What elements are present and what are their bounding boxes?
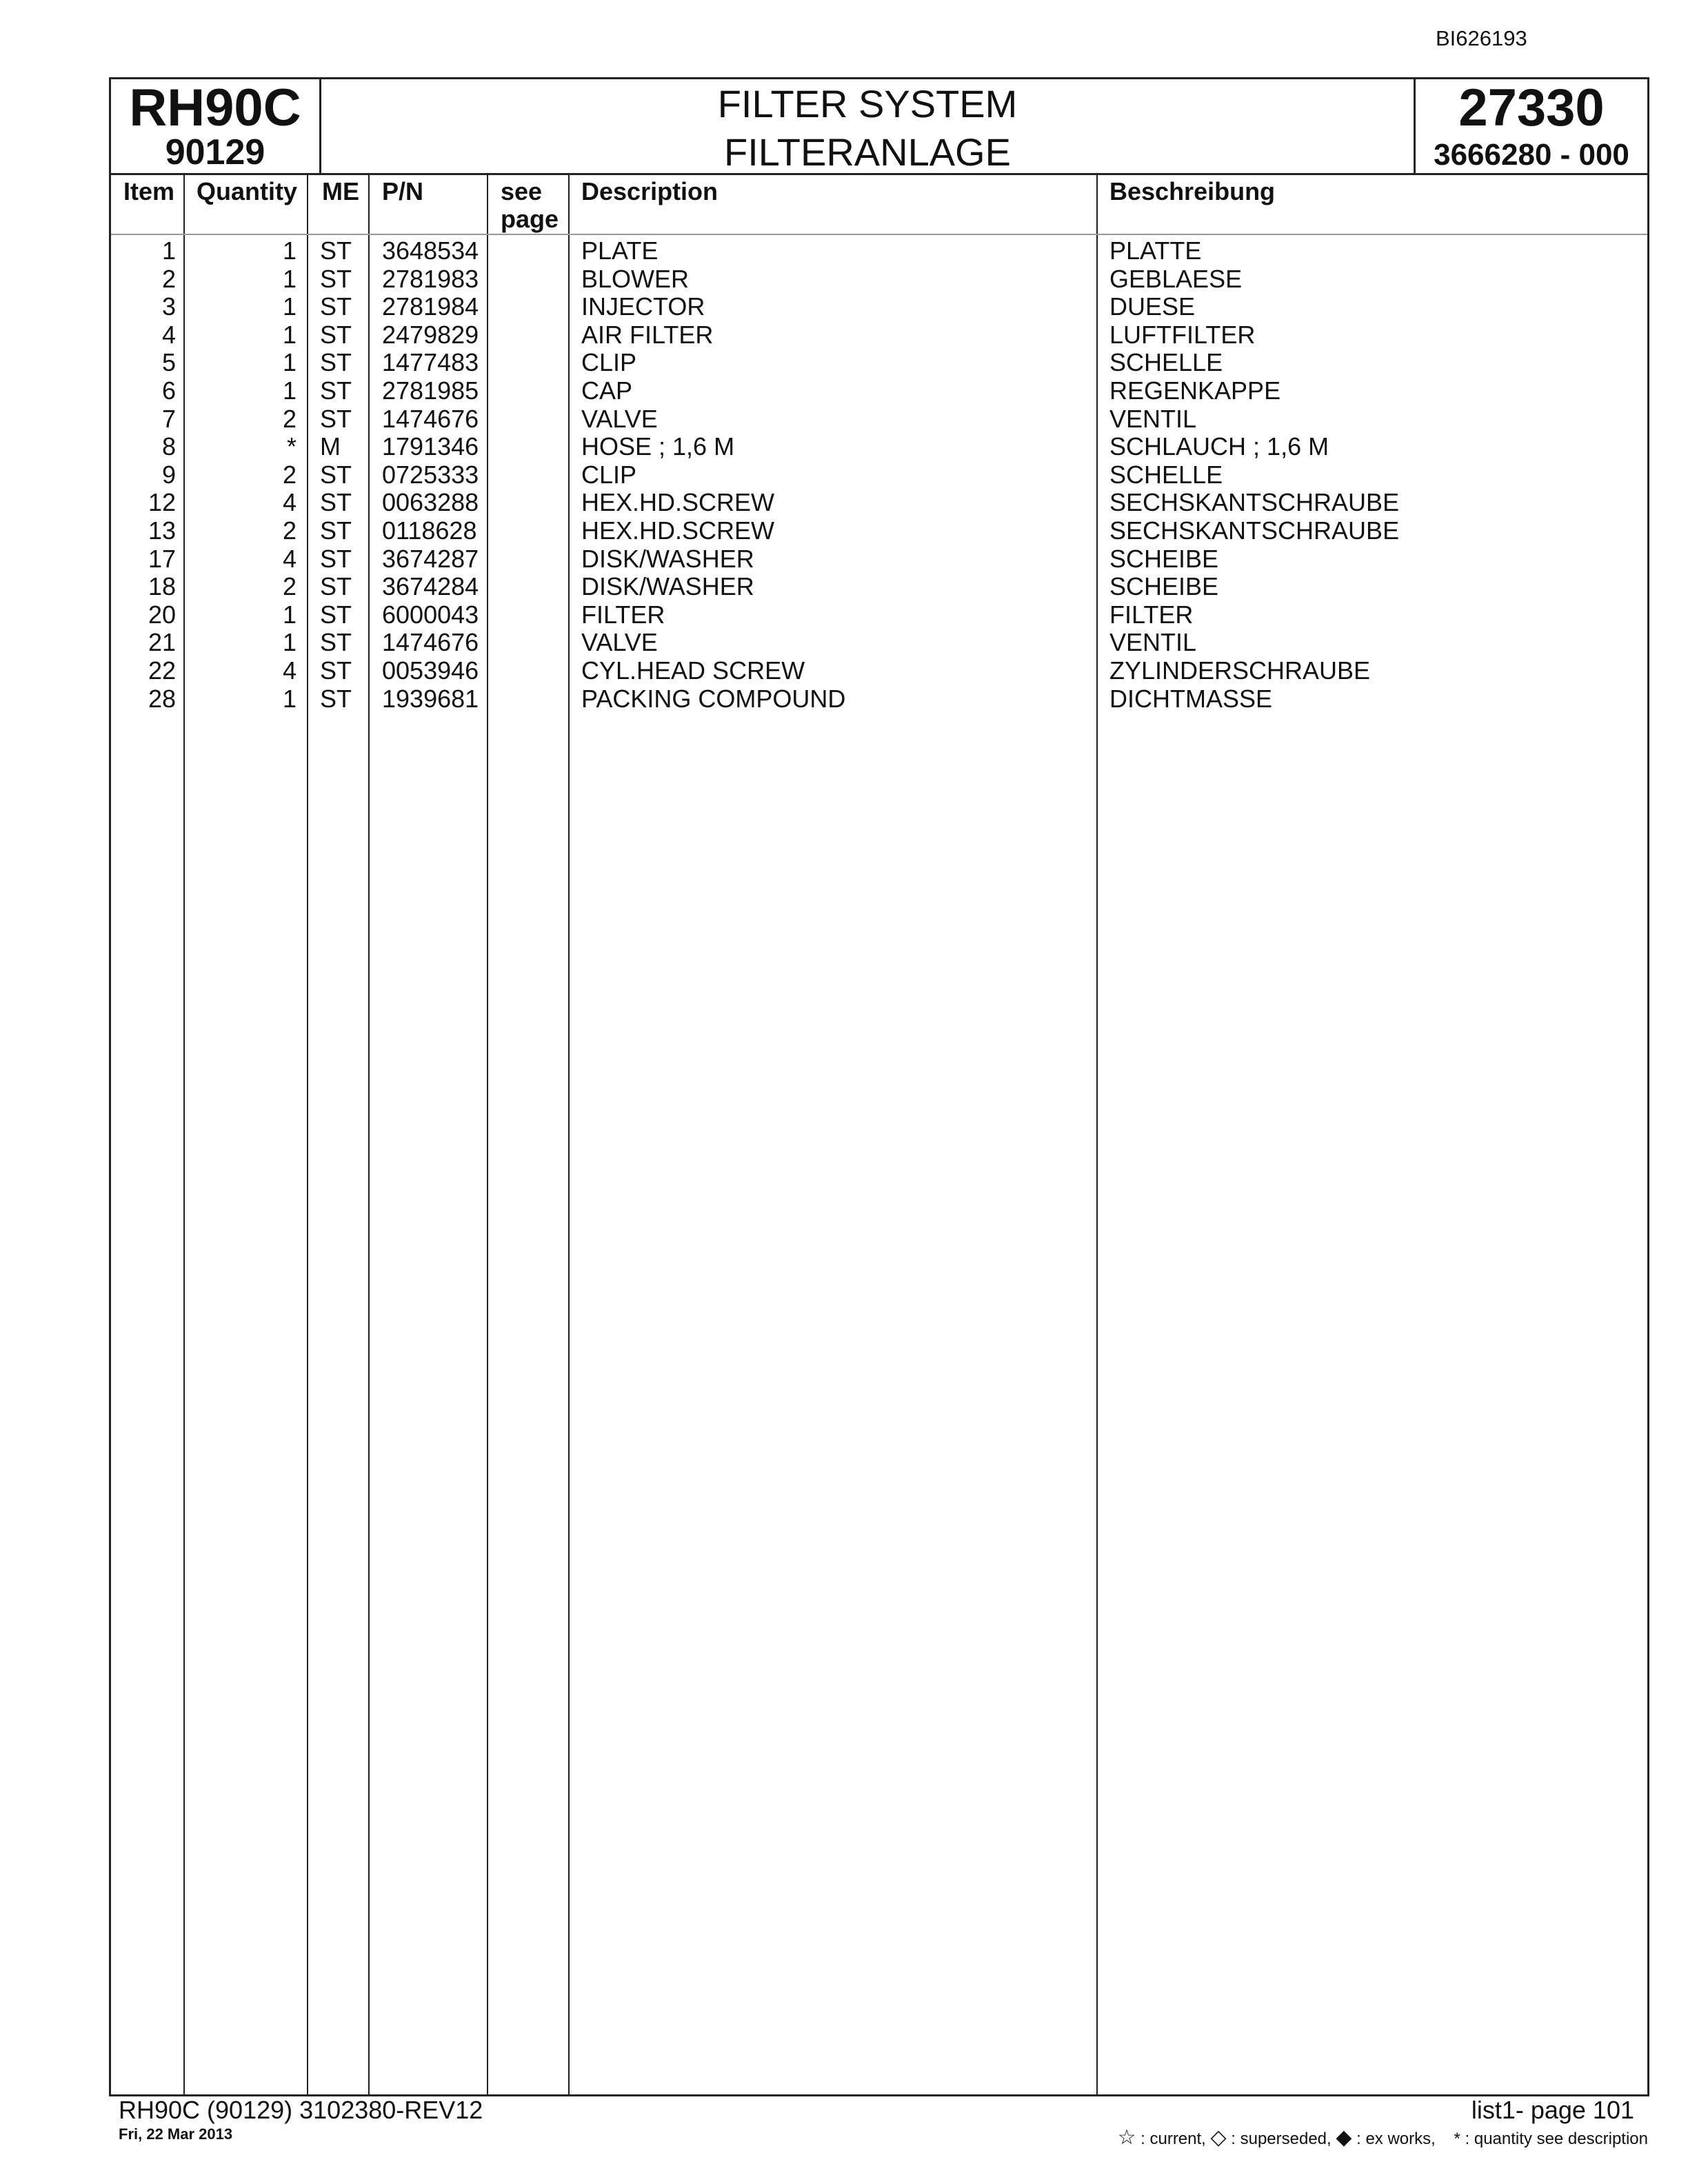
description-cell: AIR FILTER [581,320,714,349]
column-header-item: Item [123,177,175,205]
item-cell: 17 [148,544,176,573]
item-cell: 4 [161,320,176,349]
part-number-cell: 1791346 [382,432,479,461]
quantity-cell: 1 [282,320,297,349]
me-cell: ST [320,572,352,601]
legend-current: : current, [1141,2130,1206,2148]
item-cell: 12 [148,488,176,517]
description-cell: PACKING COMPOUND [581,684,846,713]
item-cell: 28 [148,684,176,713]
group-cell [1414,79,1647,173]
part-number-cell: 1939681 [382,684,479,713]
part-number-cell: 0725333 [382,460,479,489]
description-cell: VALVE [581,404,658,433]
part-number-cell: 2781983 [382,264,479,293]
part-number-cell: 2479829 [382,320,479,349]
table-row [111,377,1647,405]
table-row [111,629,1647,657]
quantity-cell: 4 [282,656,297,685]
description-cell: DISK/WASHER [581,572,754,601]
me-cell: ST [320,292,352,321]
table-row [111,237,1647,265]
me-cell: ST [320,684,352,713]
column-header-me: ME [322,177,359,205]
quantity-cell: 1 [282,376,297,405]
beschreibung-cell: REGENKAPPE [1109,376,1281,405]
table-row [111,265,1647,294]
star-outline-icon: ☆ [1117,2126,1136,2149]
table-row [111,293,1647,321]
part-number-cell: 1474676 [382,628,479,657]
title-english: FILTER SYSTEM [717,82,1018,125]
quantity-cell: 1 [282,600,297,629]
beschreibung-cell: SCHELLE [1109,348,1223,377]
me-cell: ST [320,488,352,517]
part-number-cell: 1474676 [382,404,479,433]
assembly-number: 3666280 - 000 [1434,138,1629,172]
me-cell: ST [320,236,352,265]
table-row [111,489,1647,517]
description-cell: CLIP [581,460,637,489]
table-row [111,461,1647,489]
column-header-pn: P/N [382,177,424,205]
me-cell: ST [320,320,352,349]
footer-page: list1- page 101 [1471,2096,1634,2124]
item-cell: 18 [148,572,176,601]
part-number-cell: 0118628 [382,516,477,545]
me-cell: ST [320,404,352,433]
item-cell: 1 [161,236,176,265]
quantity-cell: 2 [282,516,297,545]
beschreibung-cell: SCHEIBE [1109,572,1219,601]
description-cell: FILTER [581,600,665,629]
quantity-cell: 1 [282,348,297,377]
description-cell: HEX.HD.SCREW [581,516,775,545]
item-cell: 13 [148,516,176,545]
beschreibung-cell: SECHSKANTSCHRAUBE [1109,516,1400,545]
group-number: 27330 [1458,79,1605,137]
legend-quantity: * : quantity see description [1454,2130,1648,2148]
header-divider [111,234,1647,235]
me-cell: ST [320,460,352,489]
part-number-cell: 2781985 [382,376,479,405]
me-cell: ST [320,376,352,405]
part-number-cell: 0053946 [382,656,479,685]
footer-reference: RH90C (90129) 3102380-REV12 [119,2096,483,2124]
beschreibung-cell: DICHTMASSE [1109,684,1273,713]
table-row [111,601,1647,629]
column-header-see: see [501,177,543,205]
beschreibung-cell: SECHSKANTSCHRAUBE [1109,488,1400,517]
beschreibung-cell: ZYLINDERSCHRAUBE [1109,656,1371,685]
part-number-cell: 3674287 [382,544,479,573]
legend-superseded: : superseded, [1231,2130,1332,2148]
me-cell: ST [320,264,352,293]
quantity-cell: 2 [282,404,297,433]
part-number-cell: 2781984 [382,292,479,321]
quantity-cell: 2 [282,460,297,489]
quantity-cell: 2 [282,572,297,601]
model-cell [111,79,321,173]
item-cell: 2 [161,264,176,293]
table-row [111,517,1647,545]
legend-ex-works: : ex works, [1356,2130,1436,2148]
table-row [111,685,1647,714]
quantity-cell: * [286,432,297,461]
description-cell: DISK/WASHER [581,544,754,573]
footer-date: Fri, 22 Mar 2013 [119,2125,233,2143]
footer-legend [1118,2125,1648,2150]
description-cell: HEX.HD.SCREW [581,488,775,517]
me-cell: ST [320,544,352,573]
column-header-beschreibung: Beschreibung [1109,177,1276,205]
quantity-cell: 1 [282,628,297,657]
column-header-quantity: Quantity [197,177,298,205]
description-cell: PLATE [581,236,659,265]
beschreibung-cell: VENTIL [1109,404,1197,433]
table-body [111,237,1647,713]
beschreibung-cell: SCHEIBE [1109,544,1219,573]
me-cell: ST [320,656,352,685]
beschreibung-cell: LUFTFILTER [1109,320,1256,349]
title-german: FILTERANLAGE [724,130,1011,174]
beschreibung-cell: SCHELLE [1109,460,1223,489]
model-number: 90129 [165,132,265,172]
description-cell: HOSE ; 1,6 M [581,432,735,461]
part-number-cell: 3648534 [382,236,479,265]
item-cell: 5 [161,348,176,377]
item-cell: 7 [161,404,176,433]
document-id: BI626193 [1436,26,1527,50]
me-cell: ST [320,600,352,629]
item-cell: 6 [161,376,176,405]
table-row [111,405,1647,434]
beschreibung-cell: DUESE [1109,292,1196,321]
item-cell: 9 [161,460,176,489]
column-header-description: Description [581,177,719,205]
model-name: RH90C [129,79,301,137]
part-number-cell: 0063288 [382,488,479,517]
item-cell: 3 [161,292,176,321]
description-cell: CAP [581,376,633,405]
item-cell: 21 [148,628,176,657]
me-cell: M [320,432,341,461]
table-row [111,657,1647,685]
header-box [109,77,1649,175]
item-cell: 8 [161,432,176,461]
quantity-cell: 4 [282,544,297,573]
table-row [111,545,1647,574]
me-cell: ST [320,628,352,657]
table-row [111,573,1647,601]
me-cell: ST [320,348,352,377]
column-header-page: page [501,205,559,233]
description-cell: CLIP [581,348,637,377]
parts-table [109,173,1649,2096]
item-cell: 22 [148,656,176,685]
description-cell: BLOWER [581,264,690,293]
beschreibung-cell: FILTER [1109,600,1194,629]
quantity-cell: 1 [282,264,297,293]
beschreibung-cell: SCHLAUCH ; 1,6 M [1109,432,1329,461]
part-number-cell: 6000043 [382,600,479,629]
beschreibung-cell: VENTIL [1109,628,1197,657]
table-row [111,321,1647,350]
beschreibung-cell: GEBLAESE [1109,264,1243,293]
diamond-outline-icon: ◇ [1210,2126,1227,2149]
table-row [111,349,1647,377]
title-cell [321,79,1414,173]
quantity-cell: 1 [282,292,297,321]
me-cell: ST [320,516,352,545]
part-number-cell: 1477483 [382,348,479,377]
quantity-cell: 1 [282,236,297,265]
quantity-cell: 1 [282,684,297,713]
quantity-cell: 4 [282,488,297,517]
part-number-cell: 3674284 [382,572,479,601]
table-row [111,433,1647,461]
item-cell: 20 [148,600,176,629]
diamond-filled-icon: ◆ [1336,2126,1352,2149]
description-cell: CYL.HEAD SCREW [581,656,805,685]
beschreibung-cell: PLATTE [1109,236,1202,265]
description-cell: INJECTOR [581,292,705,321]
description-cell: VALVE [581,628,658,657]
